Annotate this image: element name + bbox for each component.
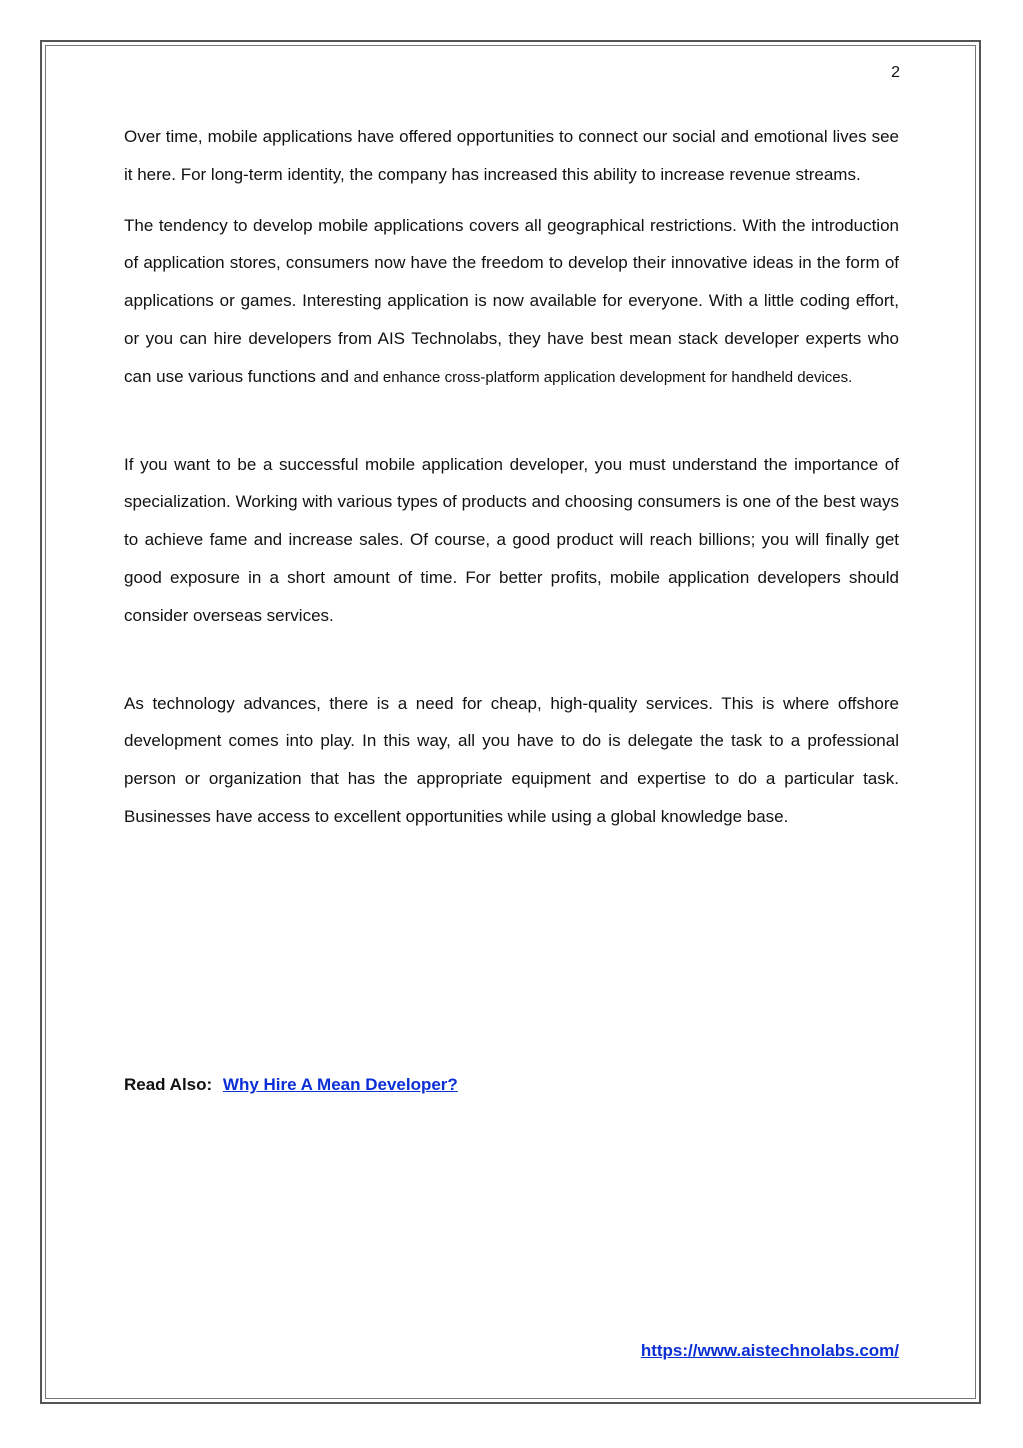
footer-url-link[interactable]: https://www.aistechnolabs.com/	[640, 1341, 899, 1360]
paragraph-2	[124, 207, 899, 397]
document-body	[124, 118, 899, 836]
paragraph-3: If you want to be a successful mobile application developer, you must understand the importance of specialization. Working with various types of products and choosing consumers is one of the best ways to achieve fame and increase sales. Of course, a good product will reach billions; you will finally get good exposure in a short amount of time. For better profits, mobile application developers should consider overseas services.	[124, 454, 899, 625]
page-number: 2	[891, 64, 900, 81]
read-also-link[interactable]: Why Hire A Mean Developer?	[222, 1075, 458, 1094]
paragraph-1: Over time, mobile applications have offered opportunities to connect our social and emotional lives see it here. For long-term identity, the company has increased this ability to increase revenue streams.	[124, 127, 899, 184]
paragraph-2-small-run: and enhance cross-platform application development for handheld devices.	[353, 368, 853, 386]
read-also	[124, 1073, 458, 1097]
paragraph-2-main: The tendency to develop mobile applications covers all geographical restrictions. With the introduction of application stores, consumers now have the freedom to develop their innovative ideas in the form of applications or games. Interesting application is now available for everyone. With a little coding effort, or you can hire developers from AIS Technolabs, they have best mean stack developer experts who can use various functions and	[124, 215, 899, 386]
paragraph-4: As technology advances, there is a need for cheap, high-quality services. This is where offshore development comes into play. In this way, all you have to do is delegate the task to a professional person or organization that has the appropriate equipment and expertise to do a particular task. Businesses have access to excellent opportunities while using a global knowledge base.	[124, 693, 899, 826]
read-also-label: Read Also:	[124, 1075, 213, 1094]
